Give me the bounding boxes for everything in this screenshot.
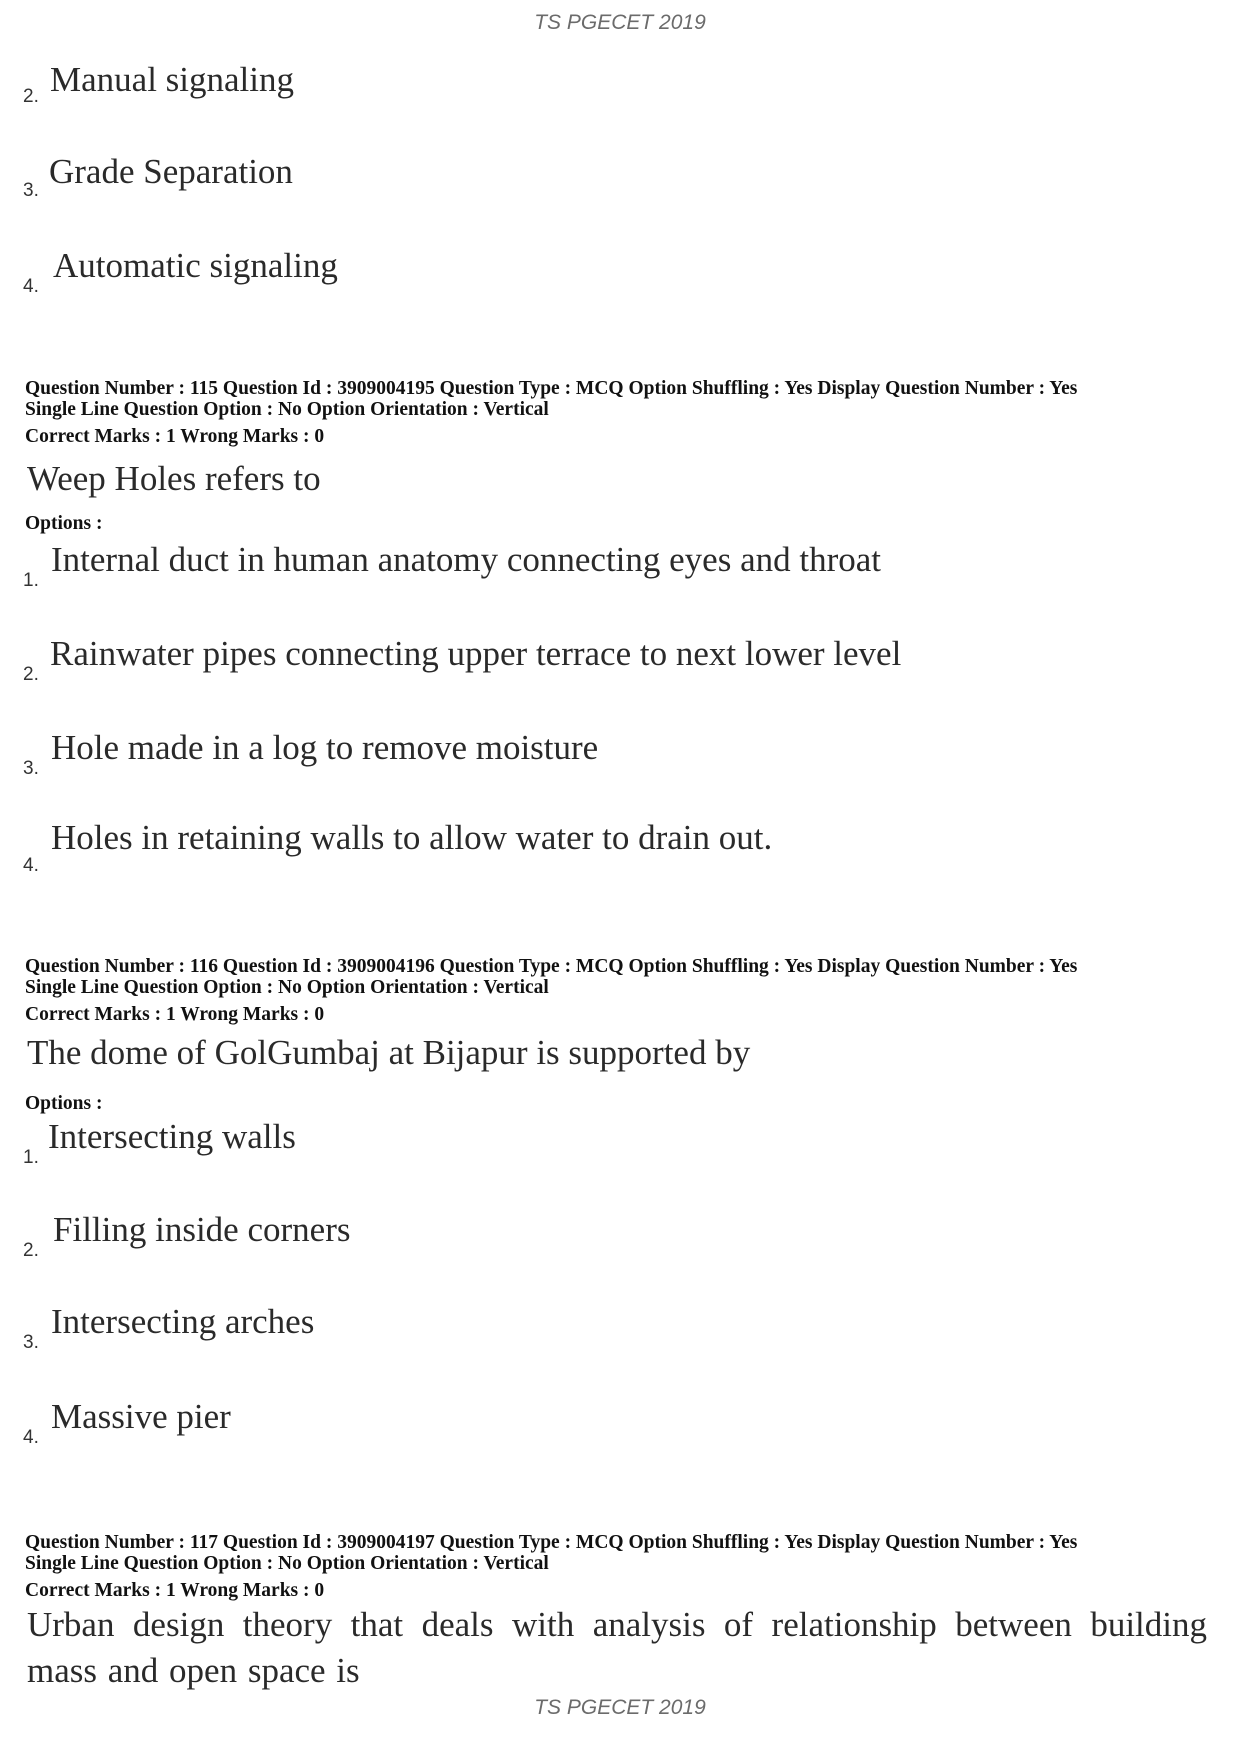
option-text: Internal duct in human anatomy connecting eyes and throat bbox=[51, 540, 882, 579]
option-number: 1. bbox=[23, 1147, 39, 1168]
option-text: Grade Separation bbox=[49, 152, 293, 191]
option-number: 3. bbox=[23, 758, 39, 779]
option-number: 2. bbox=[23, 1240, 39, 1261]
question-meta-line: Question Number : 116 Question Id : 3909004196 Question Type : MCQ Option Shuffling : Yes Display Question Number : Yes bbox=[25, 956, 1078, 977]
options-label: Options : bbox=[25, 513, 103, 534]
page-footer: TS PGECET 2019 bbox=[534, 1696, 706, 1719]
question-text: Urban design theory that deals with analysis of relationship between building mass and open space is bbox=[27, 1605, 1207, 1690]
question-meta-line: Question Number : 117 Question Id : 3909004197 Question Type : MCQ Option Shuffling : Yes Display Question Number : Yes bbox=[25, 1532, 1078, 1553]
option-text: Manual signaling bbox=[50, 60, 294, 99]
question-meta-line: Single Line Question Option : No Option Orientation : Vertical bbox=[25, 977, 549, 998]
question-text: Weep Holes refers to bbox=[27, 459, 321, 498]
option-text: Holes in retaining walls to allow water to drain out. bbox=[51, 818, 773, 857]
options-label: Options : bbox=[25, 1093, 103, 1114]
option-number: 2. bbox=[23, 86, 39, 107]
question-marks: Correct Marks : 1 Wrong Marks : 0 bbox=[25, 426, 325, 447]
question-marks: Correct Marks : 1 Wrong Marks : 0 bbox=[25, 1004, 325, 1025]
option-number: 1. bbox=[23, 570, 39, 591]
question-meta-line: Single Line Question Option : No Option Orientation : Vertical bbox=[25, 1553, 549, 1574]
option-text: Filling inside corners bbox=[53, 1210, 351, 1249]
option-number: 3. bbox=[23, 180, 39, 201]
option-text: Intersecting walls bbox=[48, 1117, 296, 1156]
option-number: 2. bbox=[23, 664, 39, 685]
option-text: Intersecting arches bbox=[51, 1302, 315, 1341]
option-text: Hole made in a log to remove moisture bbox=[51, 728, 599, 767]
option-number: 4. bbox=[23, 1427, 39, 1448]
option-text: Automatic signaling bbox=[53, 246, 338, 285]
option-text: Rainwater pipes connecting upper terrace to next lower level bbox=[50, 634, 902, 673]
option-number: 4. bbox=[23, 276, 39, 297]
option-text: Massive pier bbox=[51, 1397, 231, 1436]
question-marks: Correct Marks : 1 Wrong Marks : 0 bbox=[25, 1580, 325, 1601]
question-text: The dome of GolGumbaj at Bijapur is supported by bbox=[27, 1033, 751, 1072]
page-header: TS PGECET 2019 bbox=[534, 11, 706, 34]
question-meta-line: Single Line Question Option : No Option Orientation : Vertical bbox=[25, 399, 549, 420]
option-number: 3. bbox=[23, 1332, 39, 1353]
question-meta-line: Question Number : 115 Question Id : 3909004195 Question Type : MCQ Option Shuffling : Yes Display Question Number : Yes bbox=[25, 378, 1078, 399]
option-number: 4. bbox=[23, 855, 39, 876]
